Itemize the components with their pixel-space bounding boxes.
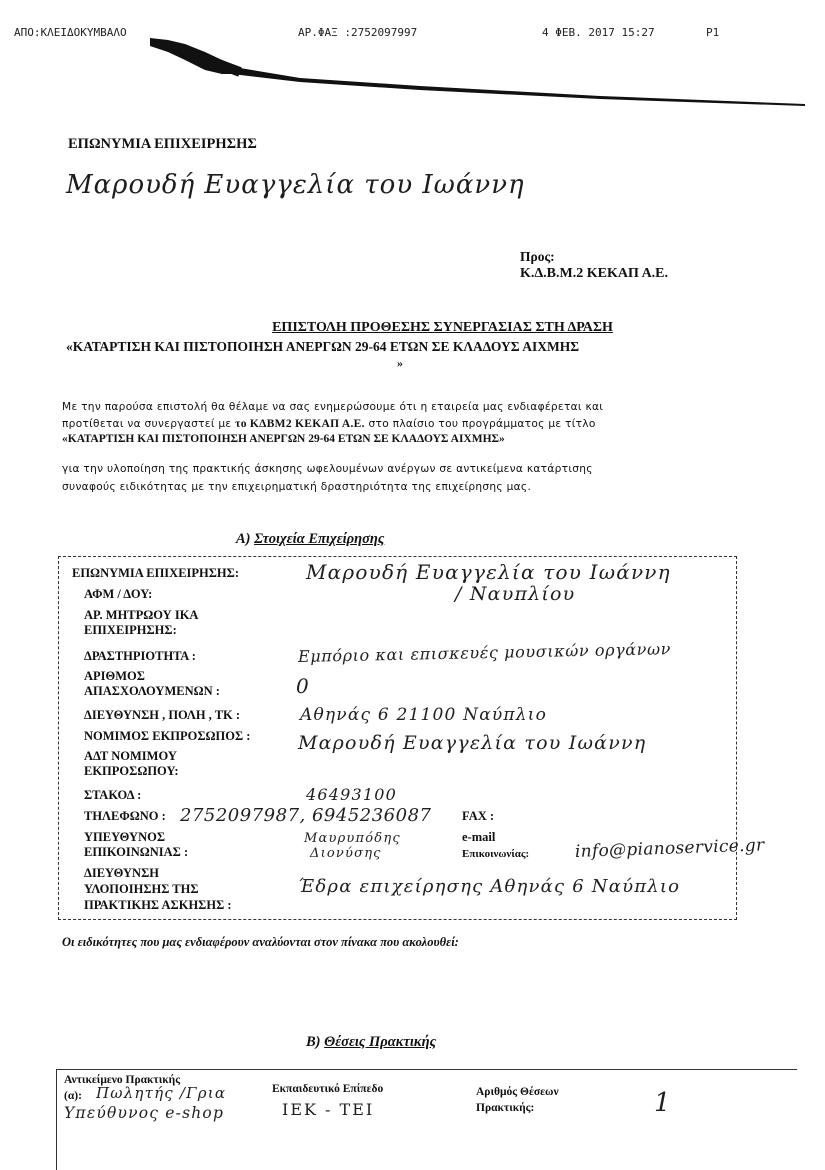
section-b-title: Θέσεις Πρακτικής: [324, 1034, 437, 1050]
value-contact-2: Διονύσης: [310, 846, 382, 861]
label-fax: FAX :: [462, 809, 495, 823]
fax-date: 4 ΦΕΒ. 2017 15:27: [542, 26, 655, 39]
intro-line-4: για την υλοποίηση της πρακτικής άσκησης ωφελουμένων ανέργων σε αντικείμενα κατάρτισης: [62, 463, 593, 475]
col-education-level-header: Εκπαιδευτικό Επίπεδο: [272, 1083, 384, 1095]
label-impl-3: ΠΡΑΚΤΙΚΗΣ ΑΣΚΗΣΗΣ :: [84, 898, 232, 912]
label-email-2: Επικοινωνίας:: [462, 848, 530, 860]
value-stakod: 46493100: [306, 785, 398, 804]
col-positions-count-header-2: Πρακτικής:: [476, 1102, 535, 1114]
label-email-1: e-mail: [462, 830, 496, 844]
intro-line-2-b: το ΚΔΒΜ2 ΚΕΚΑΠ Α.Ε.: [235, 418, 365, 430]
col-practice-subject-header: Αντικείμενο Πρακτικής: [64, 1074, 181, 1086]
label-adt-2: ΕΚΠΡΟΣΩΠΟΥ:: [84, 764, 179, 778]
intro-line-2-c: στο πλαίσιο του προγράμματος με τίτλο: [364, 418, 596, 430]
specialties-note: Οι ειδικότητες που μας ενδιαφέρουν αναλύονται στον πίνακα που ακολουθεί:: [62, 935, 459, 949]
value-company-name: Μαρουδή Ευαγγελία του Ιωάννη: [306, 560, 671, 584]
section-a-title: Στοιχεία Επιχείρησης: [254, 531, 385, 547]
letter-title: ΕΠΙΣΤΟΛΗ ΠΡΟΘΕΣΗΣ ΣΥΝΕΡΓΑΣΙΑΣ ΣΤΗ ΔΡΑΣΗ: [272, 320, 613, 335]
fax-sender: ΑΠΟ:ΚΛΕΙΔΟΚΥΜΒΑΛΟ: [14, 26, 127, 39]
label-address: ΔΙΕΥΘΥΝΣΗ , ΠΟΛΗ , ΤΚ :: [84, 708, 241, 722]
label-employees-2: ΑΠΑΣΧΟΛΟΥΜΕΝΩΝ :: [84, 684, 220, 698]
section-b-prefix: Β): [306, 1034, 325, 1050]
letter-subtitle-end: »: [397, 356, 403, 370]
value-education-level: ΙΕΚ - ΤΕΙ: [282, 1100, 375, 1119]
fax-scan-smear: [0, 38, 825, 113]
label-afm-doy: ΑΦΜ / ΔΟΥ:: [84, 587, 153, 601]
intro-line-5: συναφούς ειδικότητας με την επιχειρηματική δραστηριότητα της επιχείρησης μας.: [62, 481, 532, 493]
fax-page: P1: [706, 26, 720, 39]
company-label: ΕΠΩΝΥΜΙΑ ΕΠΙΧΕΙΡΗΣΗΣ: [68, 136, 257, 152]
label-employees-1: ΑΡΙΘΜΟΣ: [84, 669, 145, 683]
letter-subtitle: «ΚΑΤΑΡΤΙΣΗ ΚΑΙ ΠΙΣΤΟΠΟΙΗΣΗ ΑΝΕΡΓΩΝ 29-64 ΕΤΩΝ ΣΕ ΚΛΑΔΟΥΣ ΑΙΧΜΗΣ: [66, 339, 580, 354]
label-phone: ΤΗΛΕΦΩΝΟ :: [84, 809, 166, 823]
label-legal-rep: ΝΟΜΙΜΟΣ ΕΚΠΡΟΣΩΠΟΣ :: [84, 729, 251, 743]
section-a-prefix: Α): [236, 531, 255, 547]
value-practice-subject-2: Υπεύθυνος e-shop: [64, 1104, 225, 1122]
label-adt-1: ΑΔΤ ΝΟΜΙΜΟΥ: [84, 749, 177, 763]
value-email: info@pianoservice.gr: [574, 835, 765, 862]
value-employees: 0: [296, 674, 310, 698]
intro-line-2: [62, 418, 596, 430]
label-impl-1: ΔΙΕΥΘΥΝΣΗ: [84, 866, 159, 880]
value-positions-count: 1: [654, 1088, 672, 1118]
value-practice-subject-1: Πωλητής /Γρια: [96, 1084, 227, 1102]
section-a-heading: [236, 531, 384, 548]
col-positions-count-header-1: Αριθμός Θέσεων: [476, 1086, 559, 1098]
recipient-name: Κ.Δ.Β.Μ.2 ΚΕΚΑΠ Α.Ε.: [520, 266, 669, 281]
value-afm-doy: / Ναυπλίου: [455, 583, 576, 605]
company-name-handwritten: Μαρουδή Ευαγγελία του Ιωάννη: [66, 170, 525, 200]
intro-line-3: «ΚΑΤΑΡΤΙΣΗ ΚΑΙ ΠΙΣΤΟΠΟΙΗΣΗ ΑΝΕΡΓΩΝ 29-64 ΕΤΩΝ ΣΕ ΚΛΑΔΟΥΣ ΑΙΧΜΗΣ»: [62, 433, 505, 445]
value-activity: Εμπόριο και επισκευές μουσικών οργάνων: [297, 639, 672, 666]
label-ika-1: ΑΡ. ΜΗΤΡΩΟΥ ΙΚΑ: [84, 608, 199, 622]
value-phone: 2752097987, 6945236087: [180, 805, 432, 826]
label-contact-2: ΕΠΙΚΟΙΝΩΝΙΑΣ :: [84, 845, 189, 859]
value-contact-1: Μαυρυπόδης: [304, 831, 401, 846]
intro-line-1: Με την παρούσα επιστολή θα θέλαμε να σας ενημερώσουμε ότι η εταιρεία μας ενδιαφέρεται και: [62, 401, 604, 413]
fax-number: ΑΡ.ΦΑΞ :2752097997: [298, 26, 418, 39]
value-legal-rep: Μαρουδή Ευαγγελία του Ιωάννη: [298, 732, 647, 754]
recipient-to-label: Προς:: [520, 249, 555, 264]
label-company-name: ΕΠΩΝΥΜΙΑ ΕΠΙΧΕΙΡΗΣΗΣ:: [72, 566, 239, 580]
label-contact-1: ΥΠΕΥΘΥΝΟΣ: [84, 830, 166, 844]
label-activity: ΔΡΑΣΤΗΡΙΟΤΗΤΑ :: [84, 649, 196, 663]
intro-line-2-a: προτίθεται να συνεργαστεί με: [62, 418, 236, 430]
value-implementation-address: Έδρα επιχείρησης Αθηνάς 6 Ναύπλιο: [298, 876, 681, 897]
col-practice-subject-prefix: (α):: [64, 1090, 82, 1102]
label-ika-2: ΕΠΙΧΕΙΡΗΣΗΣ:: [84, 623, 177, 637]
label-stakod: ΣΤΑΚΟΔ :: [84, 788, 142, 802]
section-b-heading: [306, 1034, 436, 1051]
value-address: Αθηνάς 6 21100 Ναύπλιο: [300, 705, 548, 725]
label-impl-2: ΥΛΟΠΟΙΗΣΗΣ ΤΗΣ: [84, 882, 199, 896]
